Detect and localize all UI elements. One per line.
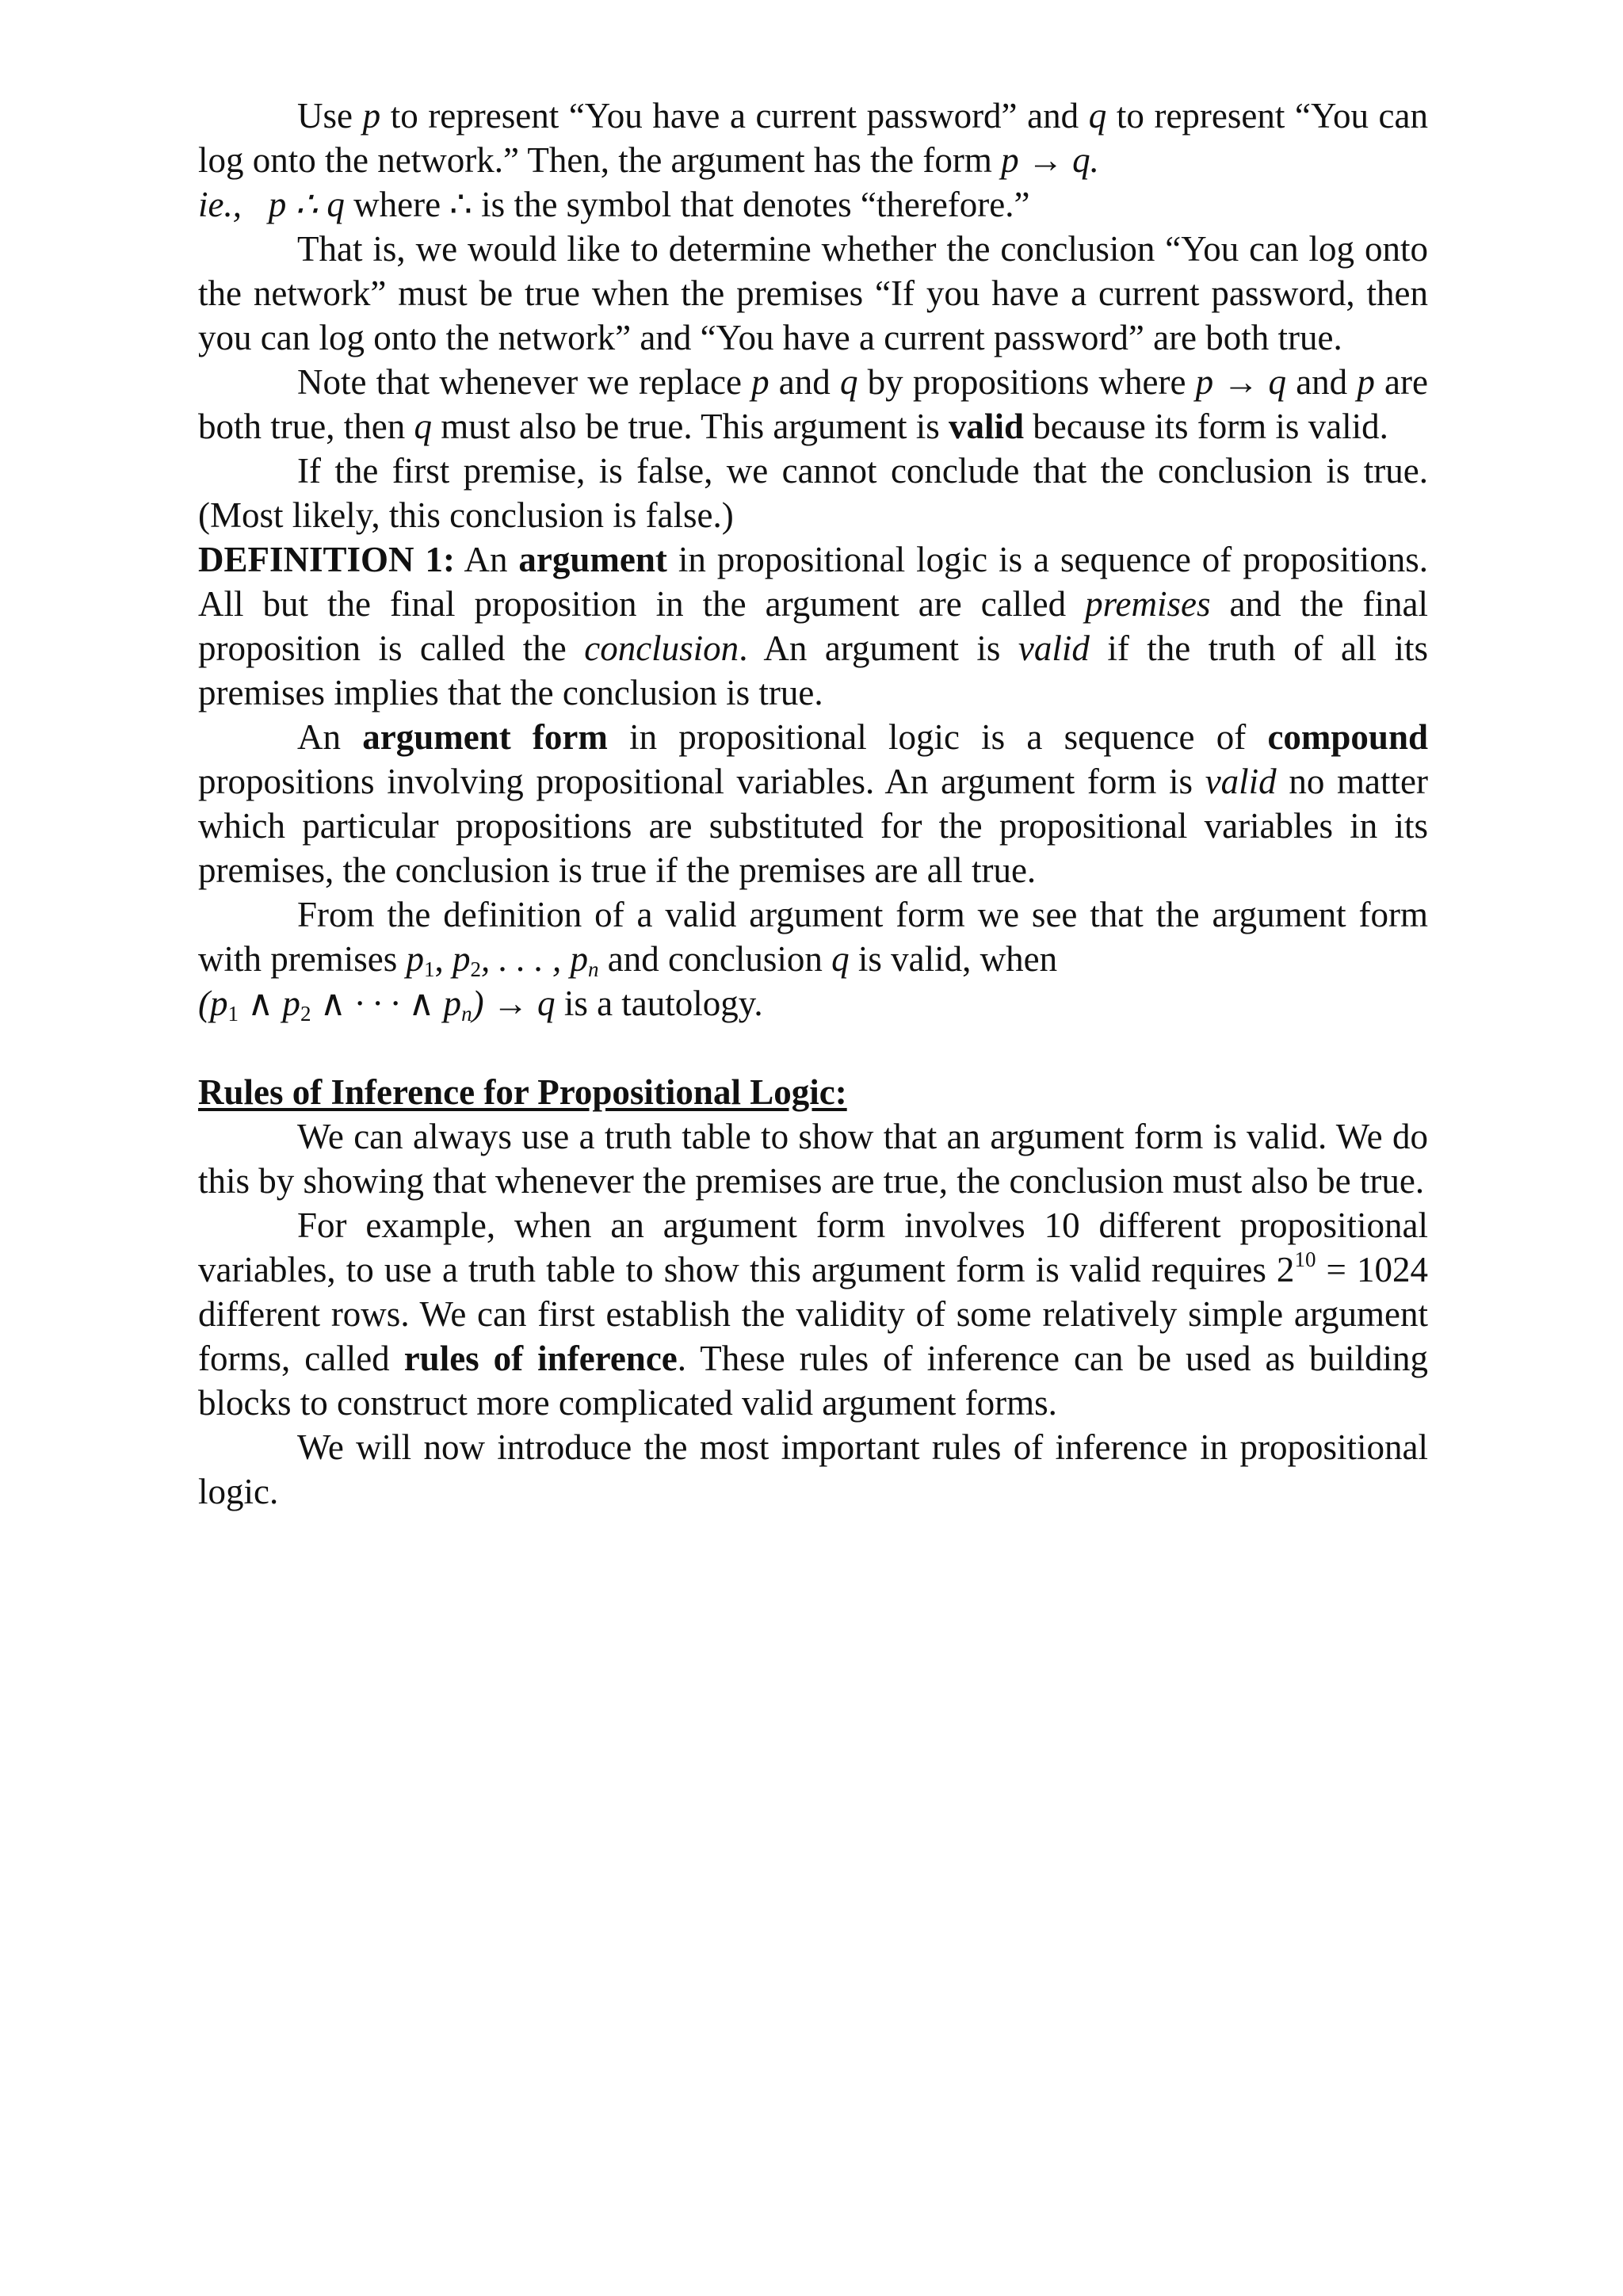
paragraph-conclusion-question: That is, we would like to determine whether the conclusion “You can log onto the network” must be true when the premises “If you have a current password, then you can log onto the network” and “You have a current password” are both true.	[198, 229, 1428, 357]
paragraph-valid-argument: Note that whenever we replace p and q by propositions where p → q and p are both true, then q must also be true. This argument is valid because its form is valid.	[198, 362, 1428, 446]
section-heading: Rules of Inference for Propositional Logic:	[198, 1072, 847, 1112]
paragraph-tautology: From the definition of a valid argument form we see that the argument form with premises $p_1$, $p_2$, . . . , $p_n$ and conclusion q is valid, when ($p_1$ ∧ $p_2$ ∧ · · · ∧ $p_n) \to q$ is a tautology.	[198, 895, 1428, 1026]
definition-label: DEFINITION 1:	[198, 540, 455, 579]
paragraph-false-premise: If the first premise, is false, we cannot conclude that the conclusion is true. (Most likely, this conclusion is false.)	[198, 451, 1428, 535]
definition-argument: DEFINITION 1: An argument in propositional logic is a sequence of propositions. All but the final proposition in the argument are called premises and the final proposition is called the conclusion. An argument is valid if the truth of all its premises implies that the conclusion is true.	[198, 540, 1429, 712]
paragraph-introduce-rules: We will now introduce the most important rules of inference in propositional logic.	[198, 1427, 1428, 1511]
paragraph-password-example: Use p to represent “You have a current password” and q to represent “You can log onto the network.” Then, the argument has the form p → q. ie., p ∴ q where ∴ is the symbol that denotes “therefore.”	[198, 96, 1428, 224]
paragraph-rules-of-inference: For example, when an argument form involves 10 different propositional variables, to use a truth table to show this argument form is valid requires $2^{10} = 1024$ different rows. We can first establish the validity of some relatively simple argument forms, called rules of inference. These rules of inference can be used as building blocks to construct more complicated valid argument forms.	[198, 1205, 1429, 1423]
document-page	[198, 94, 1428, 1514]
paragraph-truth-table: We can always use a truth table to show that an argument form is valid. We do this by showing that whenever the premises are true, the conclusion must also be true.	[198, 1117, 1428, 1201]
spacer	[198, 1026, 1428, 1070]
paragraph-argument-form: An argument form in propositional logic is a sequence of compound propositions involving propositional variables. An argument form is valid no matter which particular propositions are substituted for the propositional variables in its premises, the conclusion is true if the premises are all true.	[198, 717, 1429, 890]
